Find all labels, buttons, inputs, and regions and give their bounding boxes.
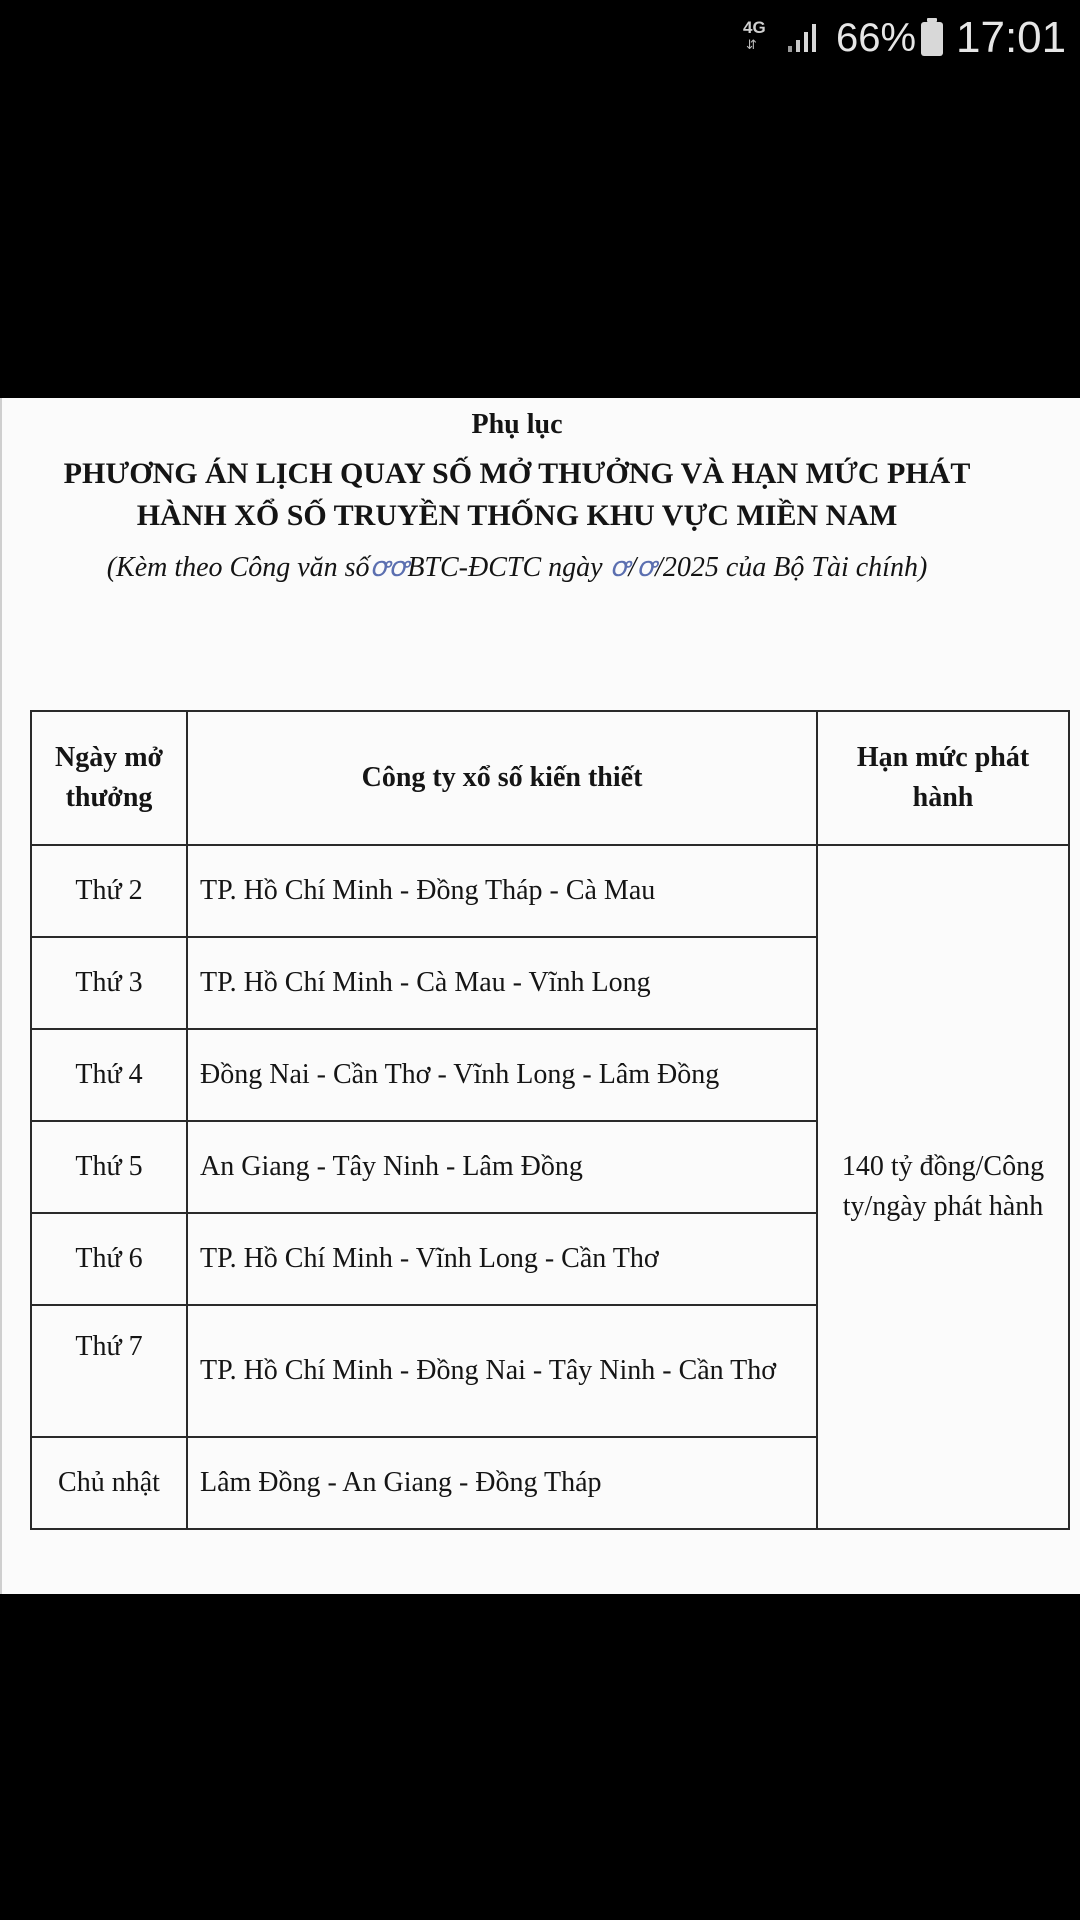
table-row: [31, 845, 1069, 937]
table-header-row: [31, 711, 1069, 845]
subtitle-part2: BTC-ĐCTC ngày: [407, 552, 603, 583]
header-company: Công ty xổ số kiến thiết: [187, 711, 817, 845]
subtitle-part3: /2025 của Bộ Tài chính): [655, 552, 928, 583]
row-companies: TP. Hồ Chí Minh - Vĩnh Long - Cần Thơ: [187, 1213, 817, 1305]
battery-icon: [919, 17, 945, 57]
subtitle-separator: /: [628, 552, 637, 583]
row-day: Thứ 5: [31, 1121, 187, 1213]
row-companies: An Giang - Tây Ninh - Lâm Đồng: [187, 1121, 817, 1213]
document-subtitle: [22, 550, 1012, 586]
network-type-icon: [743, 16, 773, 56]
document-title: [22, 453, 1012, 537]
header-limit: Hạn mức phát hành: [817, 711, 1069, 845]
signal-strength-icon: [786, 18, 824, 54]
row-companies: TP. Hồ Chí Minh - Cà Mau - Vĩnh Long: [187, 937, 817, 1029]
row-companies: TP. Hồ Chí Minh - Đồng Tháp - Cà Mau: [187, 845, 817, 937]
subtitle-part1: (Kèm theo Công văn số: [106, 552, 370, 583]
data-activity-icon: ⇵: [746, 37, 757, 52]
subtitle-ref-day: ꝍ: [609, 552, 629, 583]
network-type-label: 4G: [743, 18, 766, 37]
battery-percent: 66%: [836, 16, 917, 60]
document-title-line1: PHƯƠNG ÁN LỊCH QUAY SỐ MỞ THƯỞNG VÀ HẠN MỨC PHÁT: [63, 457, 971, 490]
row-companies: Lâm Đồng - An Giang - Đồng Tháp: [187, 1437, 817, 1529]
row-day: Thứ 3: [31, 937, 187, 1029]
row-day: Thứ 7: [31, 1305, 187, 1437]
row-companies: TP. Hồ Chí Minh - Đồng Nai - Tây Ninh - Cần Thơ: [187, 1305, 817, 1437]
clock-time: 17:01: [956, 13, 1067, 62]
status-bar: [0, 0, 1080, 80]
document-image: [0, 398, 1080, 1594]
subtitle-ref-month: ꝍ: [636, 552, 656, 583]
lottery-schedule-table: [30, 710, 1070, 1530]
issuance-limit-cell: 140 tỷ đồng/Công ty/ngày phát hành: [817, 845, 1069, 1529]
document-title-line2: HÀNH XỔ SỐ TRUYỀN THỐNG KHU VỰC MIỀN NAM: [136, 499, 898, 532]
header-day: Ngày mở thưởng: [31, 711, 187, 845]
appendix-label: Phụ lục: [471, 409, 563, 440]
row-day: Thứ 4: [31, 1029, 187, 1121]
row-day: Thứ 6: [31, 1213, 187, 1305]
row-day: Thứ 2: [31, 845, 187, 937]
subtitle-ref-number: ꝍꝍ: [369, 552, 408, 583]
row-day: Chủ nhật: [31, 1437, 187, 1529]
row-companies: Đồng Nai - Cần Thơ - Vĩnh Long - Lâm Đồng: [187, 1029, 817, 1121]
